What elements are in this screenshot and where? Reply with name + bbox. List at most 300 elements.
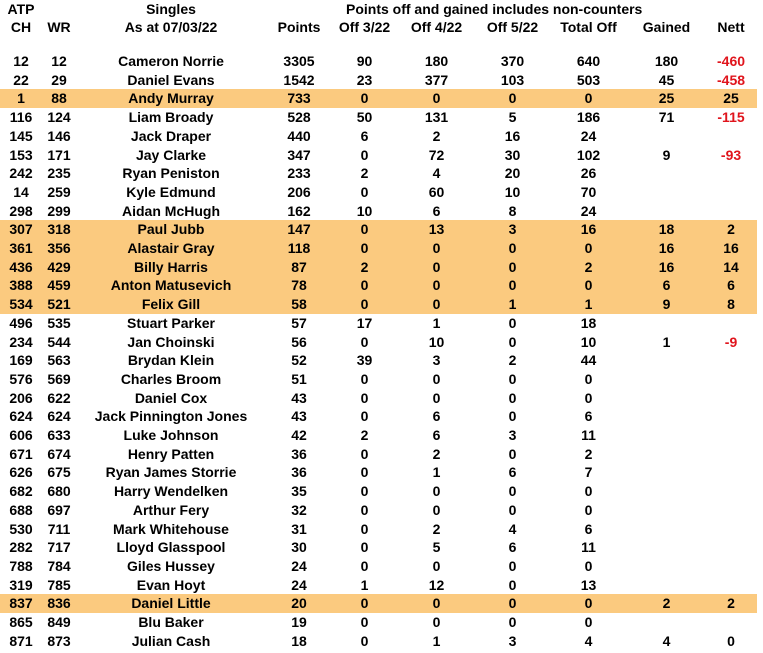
header-off5: Off 5/22 <box>486 19 539 35</box>
cell-nett: -9 <box>724 333 738 350</box>
cell-gained <box>628 576 705 595</box>
cell-ch: 319 <box>9 576 33 593</box>
cell-nett <box>705 557 757 576</box>
cell-nett: 14 <box>705 258 757 277</box>
cell-total: 6 <box>584 408 593 425</box>
cell-off4: 0 <box>432 501 441 518</box>
header-row-1 <box>0 0 757 18</box>
cell-gained <box>628 183 705 202</box>
cell-off3: 90 <box>356 53 373 69</box>
cell-gained <box>628 351 705 370</box>
cell-off3: 0 <box>360 445 369 462</box>
cell-wr: 711 <box>47 520 71 537</box>
header-off3: Off 3/22 <box>338 19 391 35</box>
header-blank <box>42 0 76 18</box>
table-row <box>0 89 757 108</box>
cell-ch: 1 <box>0 89 42 108</box>
cell-off5: 0 <box>508 501 517 518</box>
cell-off5: 2 <box>508 352 517 369</box>
cell-points: 57 <box>291 314 307 331</box>
cell-wr: 29 <box>51 71 67 88</box>
cell-off4: 0 <box>432 557 441 574</box>
table-row <box>0 146 757 165</box>
cell-gained <box>628 127 705 146</box>
cell-off5: 0 <box>476 594 549 613</box>
table-row <box>0 239 757 258</box>
cell-gained: 180 <box>654 53 679 69</box>
cell-points: 43 <box>291 408 307 425</box>
cell-wr: 12 <box>51 53 67 69</box>
cell-off3: 2 <box>360 165 369 182</box>
header-nett: Nett <box>717 19 745 35</box>
cell-off5: 0 <box>508 445 517 462</box>
cell-name: Alastair Gray <box>76 239 266 258</box>
cell-off3: 0 <box>332 295 397 314</box>
cell-off5: 0 <box>508 557 517 574</box>
cell-off4: 0 <box>397 239 476 258</box>
cell-gained: 1 <box>662 333 671 350</box>
table-row <box>0 351 757 370</box>
cell-ch: 871 <box>9 632 33 649</box>
cell-wr: 318 <box>42 220 76 239</box>
cell-total: 0 <box>584 501 593 518</box>
cell-points: 24 <box>291 557 307 574</box>
cell-off4: 6 <box>432 202 441 219</box>
cell-wr: 836 <box>42 594 76 613</box>
cell-nett <box>705 520 757 539</box>
cell-off5: 1 <box>476 295 549 314</box>
cell-off4: 2 <box>432 127 441 144</box>
cell-wr: 459 <box>42 276 76 295</box>
cell-off3: 39 <box>356 352 373 369</box>
cell-total: 0 <box>584 614 593 631</box>
cell-points: 36 <box>291 464 307 481</box>
cell-points: 18 <box>291 632 307 649</box>
cell-ch: 298 <box>9 202 33 219</box>
cell-ch: 606 <box>9 427 33 444</box>
table-row <box>0 594 757 613</box>
cell-off4: 13 <box>397 220 476 239</box>
cell-off3: 0 <box>332 239 397 258</box>
cell-wr: 521 <box>42 295 76 314</box>
cell-total: 640 <box>576 53 601 69</box>
cell-name: Daniel Little <box>76 594 266 613</box>
cell-name: Ryan Peniston <box>122 165 220 182</box>
cell-gained: 2 <box>628 594 705 613</box>
cell-off3: 0 <box>360 483 369 500</box>
cell-off3: 2 <box>360 427 369 444</box>
cell-points: 440 <box>287 127 311 144</box>
cell-nett: -458 <box>717 71 746 88</box>
table-row <box>0 445 757 464</box>
cell-off4: 5 <box>432 539 441 556</box>
cell-name: Ryan James Storrie <box>105 464 237 481</box>
cell-gained <box>628 613 705 632</box>
table-row <box>0 632 757 651</box>
header-row-2 <box>0 18 757 36</box>
cell-off5: 6 <box>508 464 517 481</box>
cell-ch: 153 <box>9 146 33 163</box>
cell-gained <box>628 463 705 482</box>
cell-off3: 0 <box>360 632 369 649</box>
cell-off3: 6 <box>360 127 369 144</box>
table-row <box>0 108 757 127</box>
cell-off5: 30 <box>504 146 521 163</box>
cell-off3: 0 <box>332 276 397 295</box>
cell-wr: 622 <box>47 389 71 406</box>
cell-off5: 0 <box>476 276 549 295</box>
cell-ch: 624 <box>9 408 33 425</box>
cell-wr: 849 <box>47 614 71 631</box>
cell-wr: 171 <box>47 146 71 163</box>
cell-ch: 22 <box>13 71 29 88</box>
cell-gained <box>628 202 705 221</box>
cell-points: 1542 <box>283 71 315 88</box>
cell-nett: -115 <box>717 109 745 126</box>
cell-wr: 569 <box>47 370 71 387</box>
header-blank-2 <box>266 0 332 18</box>
table-row <box>0 183 757 202</box>
cell-off4: 1 <box>432 632 441 649</box>
cell-ch: 534 <box>0 295 42 314</box>
cell-name: Harry Wendelken <box>113 483 229 500</box>
cell-nett: -460 <box>717 53 746 69</box>
cell-total: 7 <box>584 464 593 481</box>
cell-wr: 785 <box>47 576 71 593</box>
table-row <box>0 557 757 576</box>
cell-wr: 784 <box>47 557 71 574</box>
cell-name: Arthur Fery <box>132 501 210 518</box>
cell-gained <box>628 501 705 520</box>
cell-name: Kyle Edmund <box>126 183 216 200</box>
table-row <box>0 482 757 501</box>
cell-name: Andy Murray <box>76 89 266 108</box>
cell-wr: 88 <box>42 89 76 108</box>
cell-points: 56 <box>291 333 307 350</box>
cell-wr: 235 <box>47 165 71 182</box>
cell-off4: 1 <box>432 464 441 481</box>
cell-name: Daniel Cox <box>134 389 208 406</box>
cell-wr: 124 <box>47 109 71 126</box>
cell-gained: 25 <box>628 89 705 108</box>
table-row <box>0 389 757 408</box>
cell-off5: 0 <box>476 258 549 277</box>
cell-off3: 0 <box>360 557 369 574</box>
cell-name: Jan Choinski <box>127 333 215 350</box>
cell-wr: 299 <box>47 202 71 219</box>
table-row <box>0 613 757 632</box>
cell-name: Anton Matusevich <box>76 276 266 295</box>
cell-total: 16 <box>549 220 628 239</box>
cell-off3: 0 <box>360 333 369 350</box>
cell-off3: 0 <box>332 594 397 613</box>
header-date: As at 07/03/22 <box>124 19 218 35</box>
cell-wr: 697 <box>47 501 71 518</box>
cell-nett <box>705 202 757 221</box>
cell-off5: 3 <box>508 632 517 649</box>
table-row <box>0 426 757 445</box>
header-points-note: Points off and gained includes non-counters <box>346 1 643 17</box>
cell-ch: 688 <box>9 501 33 518</box>
cell-wr: 675 <box>47 464 71 481</box>
cell-nett: 8 <box>705 295 757 314</box>
cell-ch: 576 <box>9 370 33 387</box>
cell-total: 1 <box>549 295 628 314</box>
cell-name: Jack Pinnington Jones <box>94 408 248 425</box>
header-ch: CH <box>10 19 32 35</box>
cell-wr: 356 <box>42 239 76 258</box>
cell-off5: 0 <box>476 239 549 258</box>
cell-off3: 17 <box>356 314 373 331</box>
cell-gained <box>628 482 705 501</box>
cell-off4: 0 <box>397 295 476 314</box>
cell-wr: 873 <box>47 632 71 649</box>
cell-off4: 2 <box>432 520 441 537</box>
cell-name: Cameron Norrie <box>118 53 224 69</box>
cell-gained: 16 <box>628 239 705 258</box>
cell-gained: 9 <box>662 146 671 163</box>
cell-gained <box>628 370 705 389</box>
cell-nett <box>705 127 757 146</box>
header-wr: WR <box>47 19 71 35</box>
cell-name: Stuart Parker <box>127 314 215 331</box>
cell-total: 26 <box>580 165 597 182</box>
cell-name: Jack Draper <box>130 127 212 144</box>
cell-total: 24 <box>580 127 597 144</box>
cell-off4: 0 <box>397 594 476 613</box>
cell-name: Felix Gill <box>76 295 266 314</box>
cell-ch: 496 <box>9 314 33 331</box>
cell-name: Giles Hussey <box>127 557 215 574</box>
cell-name: Mark Whitehouse <box>113 520 229 537</box>
cell-points: 42 <box>291 427 307 444</box>
cell-wr: 544 <box>47 333 71 350</box>
cell-ch: 206 <box>9 389 33 406</box>
cell-off4: 0 <box>432 483 441 500</box>
cell-wr: 717 <box>47 539 71 556</box>
cell-off4: 131 <box>424 109 449 126</box>
cell-total: 18 <box>580 314 597 331</box>
cell-gained: 16 <box>628 258 705 277</box>
cell-off4: 6 <box>432 408 441 425</box>
cell-nett <box>705 407 757 426</box>
cell-off5: 5 <box>508 109 517 126</box>
cell-gained <box>628 407 705 426</box>
cell-gained <box>628 538 705 557</box>
table-row <box>0 538 757 557</box>
cell-off3: 0 <box>360 520 369 537</box>
cell-off5: 0 <box>508 576 517 593</box>
cell-name: Daniel Evans <box>127 71 215 88</box>
cell-off4: 377 <box>424 71 449 88</box>
cell-off5: 3 <box>476 220 549 239</box>
cell-gained: 45 <box>658 71 675 88</box>
cell-off5: 0 <box>508 333 517 350</box>
cell-off3: 0 <box>360 370 369 387</box>
cell-gained: 18 <box>628 220 705 239</box>
cell-off4: 72 <box>428 146 445 163</box>
cell-total: 2 <box>584 445 593 462</box>
cell-name: Evan Hoyt <box>136 576 206 593</box>
table-row <box>0 127 757 146</box>
cell-off4: 2 <box>432 445 441 462</box>
cell-off4: 0 <box>432 370 441 387</box>
cell-name: Julian Cash <box>131 632 211 649</box>
cell-gained: 9 <box>628 295 705 314</box>
cell-off3: 0 <box>332 89 397 108</box>
cell-off3: 23 <box>356 71 373 88</box>
cell-points: 43 <box>291 389 307 406</box>
header-points: Points <box>277 19 321 35</box>
cell-gained: 4 <box>662 632 671 649</box>
cell-off4: 180 <box>424 53 449 69</box>
cell-name: Brydan Klein <box>127 352 215 369</box>
cell-nett: 2 <box>705 220 757 239</box>
cell-off5: 103 <box>500 71 525 88</box>
cell-off3: 1 <box>360 576 369 593</box>
cell-off4: 1 <box>432 314 441 331</box>
cell-name: Charles Broom <box>120 370 222 387</box>
cell-name: Blu Baker <box>138 614 204 631</box>
cell-wr: 674 <box>47 445 71 462</box>
cell-total: 70 <box>580 183 597 200</box>
cell-off3: 0 <box>360 146 369 163</box>
cell-nett: 16 <box>705 239 757 258</box>
cell-off5: 0 <box>476 89 549 108</box>
cell-wr: 624 <box>47 408 71 425</box>
cell-off3: 0 <box>360 614 369 631</box>
cell-points: 36 <box>291 445 307 462</box>
cell-off5: 370 <box>500 53 525 69</box>
cell-gained <box>628 389 705 408</box>
cell-nett <box>705 164 757 183</box>
table-row <box>0 407 757 426</box>
cell-ch: 234 <box>9 333 33 350</box>
cell-points: 162 <box>287 202 311 219</box>
cell-off4: 0 <box>397 276 476 295</box>
cell-off3: 0 <box>360 408 369 425</box>
cell-nett <box>705 482 757 501</box>
cell-wr: 535 <box>47 314 71 331</box>
cell-total: 44 <box>580 352 597 369</box>
cell-ch: 361 <box>0 239 42 258</box>
cell-off4: 12 <box>428 576 445 593</box>
cell-off3: 0 <box>360 464 369 481</box>
cell-nett <box>705 389 757 408</box>
cell-off5: 0 <box>508 483 517 500</box>
table-row <box>0 52 757 71</box>
cell-off3: 10 <box>356 202 373 219</box>
cell-gained: 71 <box>658 109 675 126</box>
cell-off5: 16 <box>504 127 521 144</box>
cell-off3: 0 <box>360 501 369 518</box>
cell-ch: 242 <box>9 165 33 182</box>
cell-name: Henry Patten <box>127 445 215 462</box>
table-row <box>0 258 757 277</box>
cell-points: 30 <box>291 539 307 556</box>
header-atp: ATP <box>7 1 35 17</box>
cell-ch: 116 <box>9 109 33 126</box>
cell-off5: 20 <box>504 165 521 182</box>
cell-off5: 0 <box>508 314 517 331</box>
cell-total: 0 <box>584 557 593 574</box>
cell-off5: 3 <box>508 427 517 444</box>
cell-total: 0 <box>584 483 593 500</box>
cell-ch: 282 <box>9 539 33 556</box>
cell-off5: 4 <box>508 520 517 537</box>
cell-points: 58 <box>266 295 332 314</box>
cell-ch: 14 <box>13 183 29 200</box>
cell-off5: 0 <box>508 408 517 425</box>
cell-off4: 10 <box>428 333 445 350</box>
cell-gained <box>628 520 705 539</box>
header-off4: Off 4/22 <box>410 19 463 35</box>
cell-points: 19 <box>291 614 307 631</box>
cell-points: 528 <box>287 109 311 126</box>
cell-wr: 563 <box>47 352 71 369</box>
cell-points: 24 <box>291 576 307 593</box>
table-row <box>0 295 757 314</box>
header-singles: Singles <box>146 1 196 17</box>
table-row <box>0 501 757 520</box>
cell-points: 206 <box>287 183 311 200</box>
cell-nett: -93 <box>720 146 742 163</box>
cell-total: 186 <box>576 109 601 126</box>
table-row <box>0 370 757 389</box>
table-row <box>0 314 757 333</box>
cell-name: Paul Jubb <box>76 220 266 239</box>
cell-off5: 6 <box>508 539 517 556</box>
cell-ch: 671 <box>9 445 33 462</box>
cell-off3: 0 <box>332 220 397 239</box>
cell-off4: 0 <box>432 614 441 631</box>
table-row <box>0 276 757 295</box>
cell-total: 10 <box>580 333 597 350</box>
cell-nett <box>705 613 757 632</box>
cell-points: 3305 <box>283 53 315 69</box>
cell-total: 0 <box>549 594 628 613</box>
cell-off3: 0 <box>360 539 369 556</box>
cell-ch: 626 <box>9 464 33 481</box>
cell-off5: 10 <box>504 183 521 200</box>
cell-total: 2 <box>549 258 628 277</box>
cell-nett <box>705 538 757 557</box>
cell-wr: 429 <box>42 258 76 277</box>
cell-gained <box>628 426 705 445</box>
cell-off4: 3 <box>432 352 441 369</box>
cell-off3: 50 <box>356 109 373 126</box>
cell-off4: 4 <box>432 165 441 182</box>
cell-total: 102 <box>576 146 601 163</box>
cell-off3: 0 <box>360 183 369 200</box>
cell-name: Billy Harris <box>76 258 266 277</box>
cell-points: 32 <box>291 501 307 518</box>
cell-ch: 788 <box>9 557 33 574</box>
cell-points: 118 <box>266 239 332 258</box>
cell-nett <box>705 426 757 445</box>
cell-total: 0 <box>584 370 593 387</box>
cell-nett: 6 <box>705 276 757 295</box>
cell-points: 347 <box>287 146 311 163</box>
table-row <box>0 220 757 239</box>
cell-total: 0 <box>584 389 593 406</box>
cell-wr: 259 <box>47 183 71 200</box>
cell-ch: 388 <box>0 276 42 295</box>
cell-points: 78 <box>266 276 332 295</box>
cell-wr: 146 <box>47 127 71 144</box>
cell-off4: 0 <box>432 389 441 406</box>
cell-nett <box>705 463 757 482</box>
